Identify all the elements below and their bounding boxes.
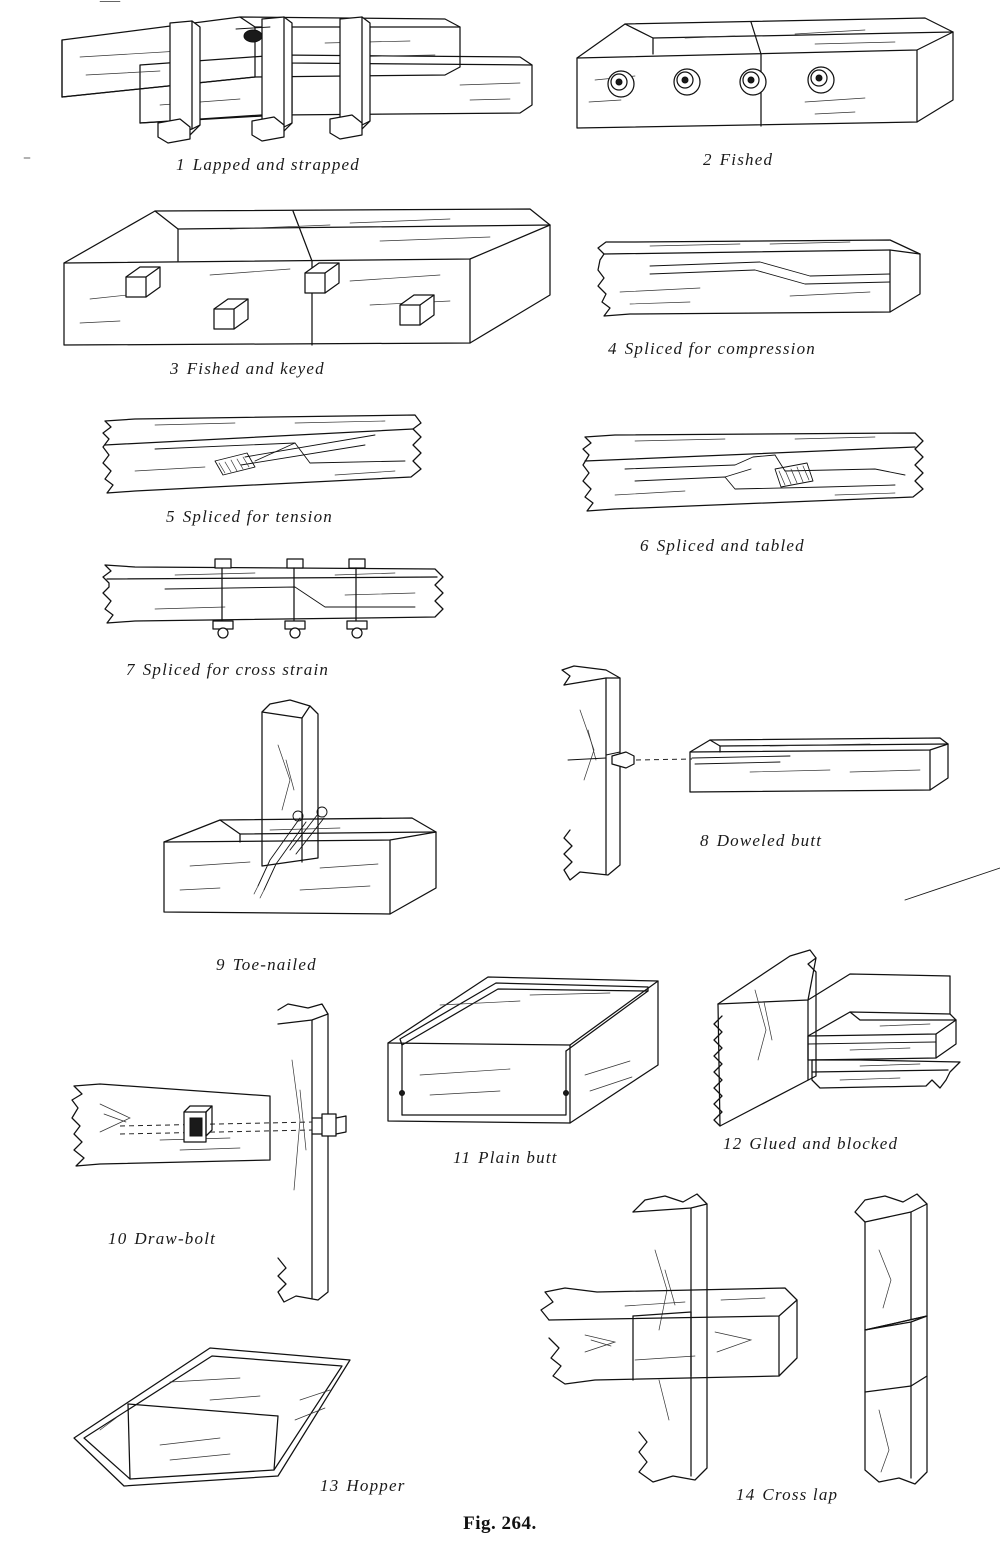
caption-1: 1 Lapped and strapped [176,155,361,174]
caption-13: 13 Hopper [320,1476,406,1495]
caption-10: 10 Draw-bolt [108,1229,217,1248]
caption-3: 3 Fished and keyed [170,359,325,378]
joint-illustration-draw-bolt [60,1000,370,1310]
joint-illustration-plain-butt [380,965,675,1135]
caption-5: 5 Spliced for tension [166,507,333,526]
figure-label: Fig. 264. [463,1513,537,1534]
caption-2: 2 Fished [703,150,774,169]
caption-6: 6 Spliced and tabled [640,536,805,555]
joint-illustration-hopper [60,1340,360,1500]
caption-12: 12 Glued and blocked [723,1134,899,1153]
caption-14: 14 Cross lap [736,1485,839,1504]
caption-8: 8 Doweled butt [700,831,823,850]
joint-illustration-cross-lap [535,1180,950,1510]
joint-illustration-glued-and-blocked [700,940,965,1130]
caption-4: 4 Spliced for compression [608,339,816,358]
caption-9: 9 Toe-nailed [216,955,317,974]
caption-7: 7 Spliced for cross strain [126,660,330,679]
caption-11: 11 Plain butt [453,1148,558,1167]
